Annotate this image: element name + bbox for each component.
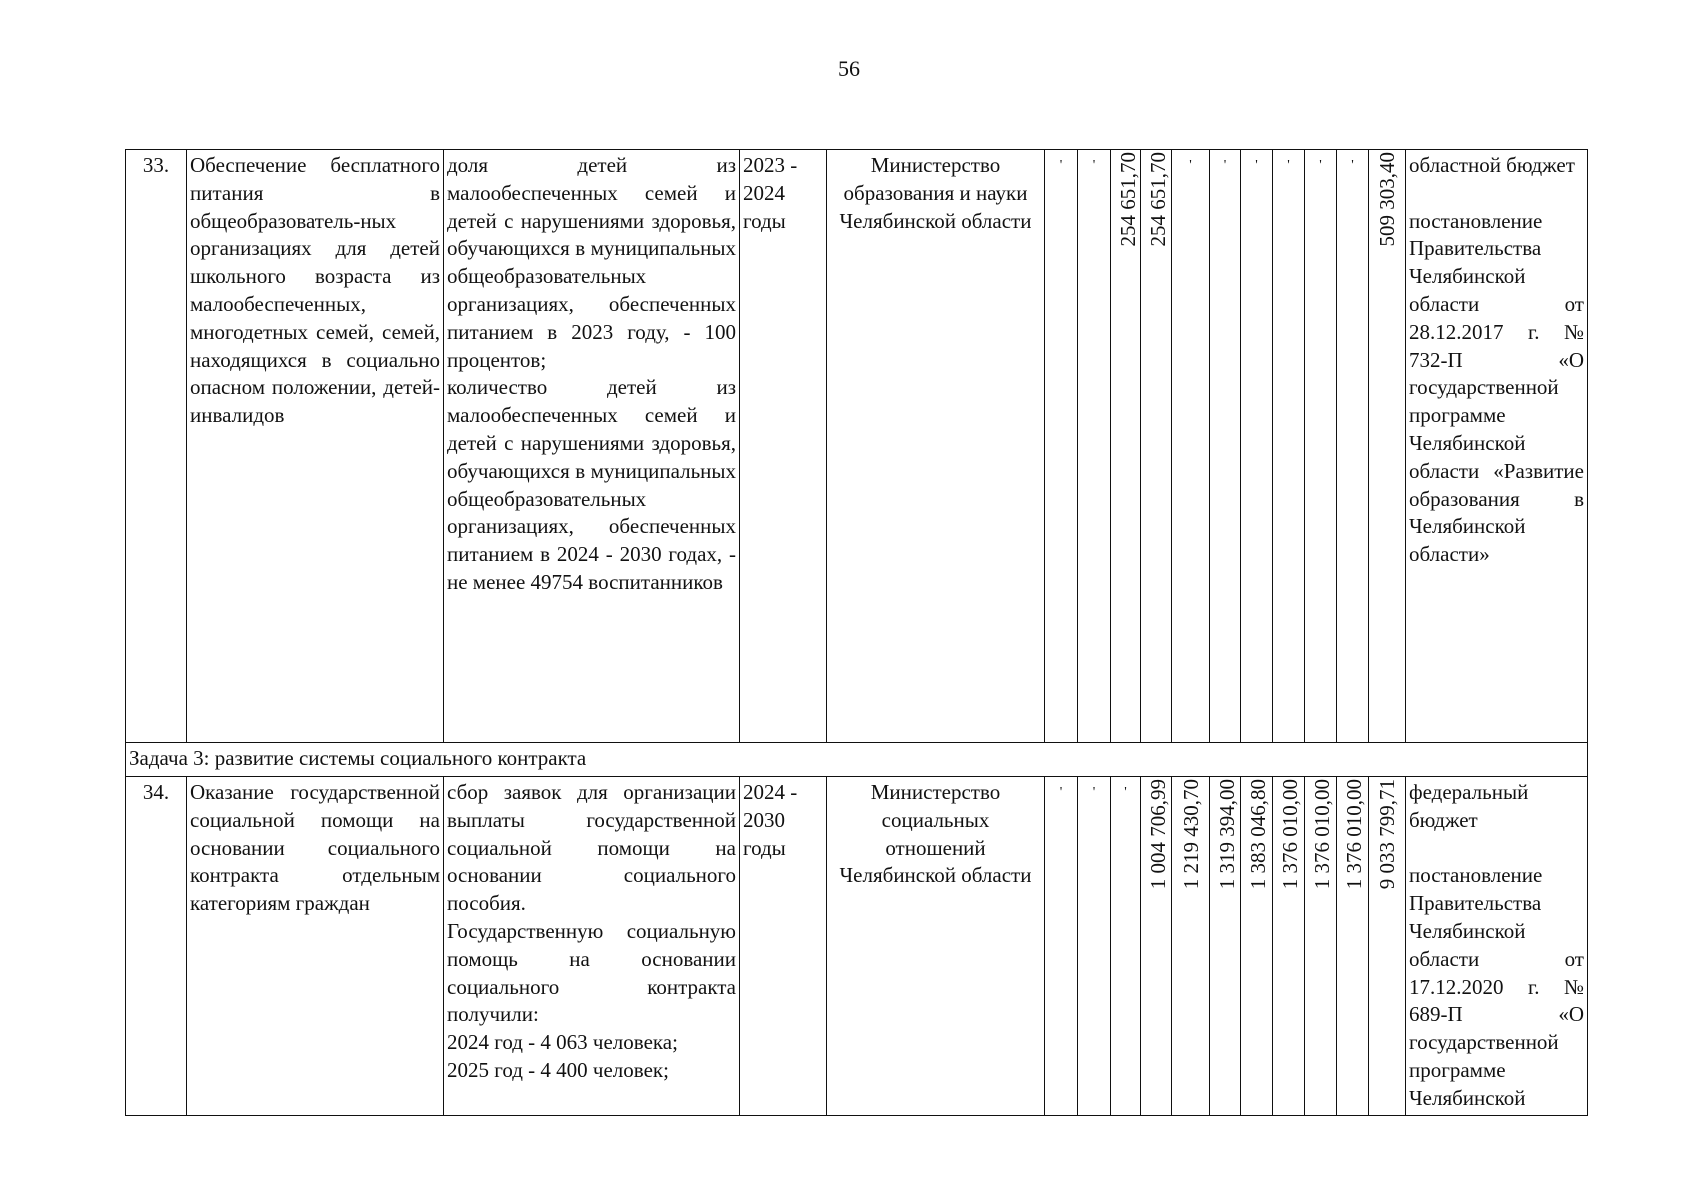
table-row xyxy=(126,777,1588,1116)
amount-value: 1 376 010,00 xyxy=(1278,779,1302,890)
amount-cell: ' xyxy=(1045,777,1078,1116)
event-name: Обеспечение бесплатного питания в общеобразователь-ных организациях для детей школьного возраста из малообеспеченных, многодетных семей, семей, находящихся в социально опасном положении, детей-инвалидов xyxy=(187,150,444,743)
program-table xyxy=(125,149,1588,1116)
executor: Министерство образования и науки Челябинской области xyxy=(827,150,1045,743)
task-heading: Задача 3: развитие системы социального контракта xyxy=(126,743,1588,777)
page-number: 56 xyxy=(838,56,860,81)
event-name: Оказание государственной социальной помощи на основании социального контракта отдельным категориям граждан xyxy=(187,777,444,1116)
amount-value: 1 376 010,00 xyxy=(1310,779,1334,890)
period: 2023 - 2024 годы xyxy=(740,150,827,743)
amount-cell: ' xyxy=(1210,150,1241,743)
amount-cell xyxy=(1210,777,1241,1116)
row-number: 33. xyxy=(126,150,187,743)
amount-value: 1 319 394,00 xyxy=(1215,779,1239,890)
amount-cell: ' xyxy=(1305,150,1337,743)
amount-cell: ' xyxy=(1241,150,1273,743)
amount-value: 1 376 010,00 xyxy=(1342,779,1366,890)
amount-total-cell xyxy=(1369,777,1406,1116)
row-number: 34. xyxy=(126,777,187,1116)
amount-total-cell xyxy=(1369,150,1406,743)
amount-cell: ' xyxy=(1078,777,1111,1116)
table-row xyxy=(126,150,1588,743)
amount-value: 254 651,70 xyxy=(1146,152,1170,247)
funding-source: федеральный бюджет постановление Правительства Челябинской области от 17.12.2020 г. № 689-П «О государственной программе Челябинской xyxy=(1406,777,1588,1116)
indicator-text: доля детей из малообеспеченных семей и детей с нарушениями здоровья, обучающихся в муниципальных общеобразовательных организациях, обеспеченных питанием в 2023 году, - 100 процентов; количество детей из малообеспеченных семей и детей с нарушениями здоровья, обучающихся в муниципальных общеобразовательных организациях, обеспеченных питанием в 2024 - 2030 годах, - не менее 49754 воспитанников xyxy=(444,150,740,743)
amount-cell xyxy=(1337,777,1369,1116)
amount-cell: ' xyxy=(1078,150,1111,743)
amount-total: 9 033 799,71 xyxy=(1375,779,1399,890)
amount-value: 254 651,70 xyxy=(1116,152,1140,247)
amount-total: 509 303,40 xyxy=(1375,152,1399,247)
amount-cell xyxy=(1172,777,1210,1116)
amount-cell: ' xyxy=(1273,150,1305,743)
amount-cell: ' xyxy=(1111,777,1141,1116)
amount-cell: ' xyxy=(1337,150,1369,743)
period: 2024 - 2030 годы xyxy=(740,777,827,1116)
amount-cell xyxy=(1305,777,1337,1116)
amount-cell xyxy=(1111,150,1141,743)
amount-cell xyxy=(1273,777,1305,1116)
amount-value: 1 219 430,70 xyxy=(1178,779,1203,890)
amount-cell xyxy=(1241,777,1273,1116)
amount-cell: ' xyxy=(1172,150,1210,743)
amount-value: 1 004 706,99 xyxy=(1146,779,1170,890)
executor: Министерство социальных отношений Челябинской области xyxy=(827,777,1045,1116)
amount-cell xyxy=(1141,150,1172,743)
funding-source: областной бюджет постановление Правительства Челябинской области от 28.12.2017 г. № 732-П «О государственной программе Челябинской области «Развитие образования в Челябинской области» xyxy=(1406,150,1588,743)
indicator-text: сбор заявок для организации выплаты государственной социальной помощи на основании социального пособия. Государственную социальную помощь на основании социального контракта получили: 2024 год - 4 063 человека; 2025 год - 4 400 человек; xyxy=(444,777,740,1116)
amount-value: 1 383 046,80 xyxy=(1246,779,1270,890)
amount-cell xyxy=(1141,777,1172,1116)
amount-cell: ' xyxy=(1045,150,1078,743)
task-row xyxy=(126,743,1588,777)
